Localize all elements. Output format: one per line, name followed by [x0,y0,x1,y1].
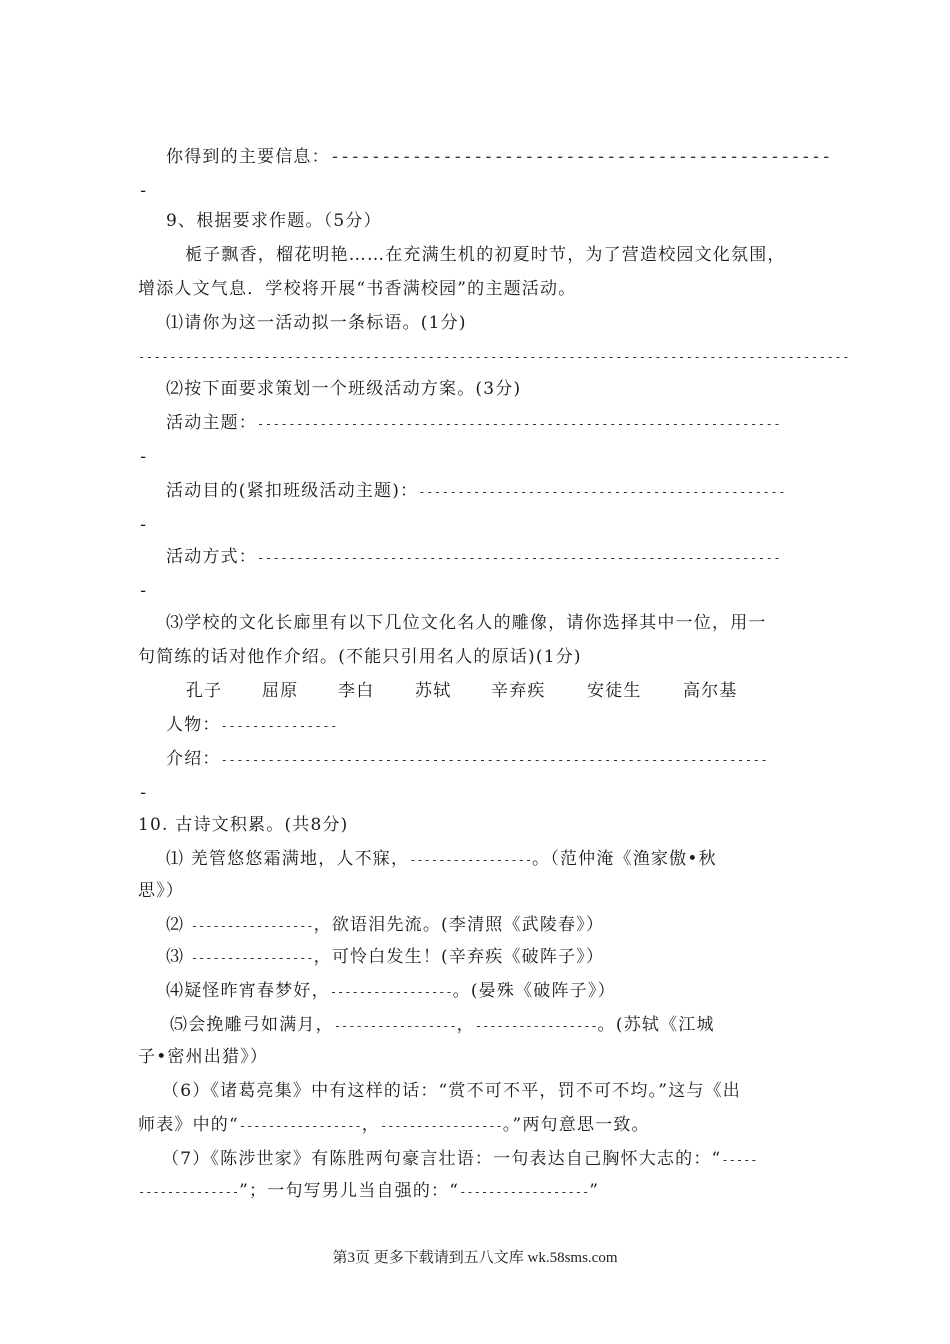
q10-item6-post: 。”两句意思一致。 [502,1115,650,1135]
introduction-blank[interactable]: ---------------------------------------------------------------------- [220,753,769,767]
main-info-label: 你得到的主要信息： [166,147,330,167]
q9-title: 9、根据要求作题。（5分） [166,211,382,231]
person-label: 人物： [166,715,221,735]
celebrity-name: 高尔基 [683,681,738,701]
main-info-blank[interactable]: ------------------------------------------------- [329,147,832,167]
celebrity-name: 孔子 [186,681,223,701]
q10-item5-text: ⑸会挽雕弓如满月， [170,1015,334,1035]
q10-item5-blank2[interactable]: ----------------- [474,1019,598,1033]
q10-item6-pre: 师表》中的“ [138,1115,239,1135]
page-footer: 第3页 更多下载请到五八文库 wk.58sms.com [332,1250,618,1266]
activity-theme-label: 活动主题： [166,413,257,433]
person-row [166,714,338,737]
q10-item5-sep: ， [456,1015,475,1035]
introduction-label: 介绍： [166,749,221,769]
q10-item3-text: ，可怜白发生！(辛弃疾《破阵子》） [313,947,605,967]
activity-purpose-blank[interactable]: ----------------------------------------------- [418,485,787,499]
q10-item2-num: ⑵ [166,915,185,935]
q10-item6-blank1[interactable]: ----------------- [238,1119,362,1133]
introduction-row [166,748,768,771]
q10-item1 [166,848,717,871]
q10-item2-text: ，欲语泪先流。(李清照《武陵春》） [313,915,605,935]
q10-item6-line1: （6）《诸葛亮集》中有这样的话：“赏不可不平，罚不可不均。”这与《出 [162,1081,741,1101]
celebrity-name: 苏轼 [415,681,452,701]
q10-item7-line2 [138,1180,599,1203]
q10-item7-text: （7）《陈涉世家》有陈胜两句豪言壮语：一句表达自己胸怀大志的：“ [162,1149,722,1169]
q10-item4 [166,980,616,1003]
q10-item4-source: 。(晏殊《破阵子》） [452,981,616,1001]
q10-item5-blank1[interactable]: ----------------- [333,1019,457,1033]
q10-item6-sep: ， [361,1115,380,1135]
activity-purpose-label: 活动目的(紧扣班级活动主题)： [166,481,419,501]
celebrity-name: 李白 [338,681,375,701]
q10-item5-source: 。(苏轼《江城 [597,1015,715,1035]
q10-item7-blank-b[interactable]: -------------- [138,1185,240,1199]
activity-theme-row [166,412,781,435]
activity-method-row [166,546,781,569]
q10-item5 [170,1014,715,1037]
q10-item6-line2 [138,1114,650,1137]
q10-item4-text: ⑷疑怪昨宵春梦好， [166,981,330,1001]
q10-title: 10. 古诗文积累。(共8分) [138,815,349,835]
main-info-row [166,146,831,168]
q9-part3-line2: 句简练的话对他作介绍。(不能只引用名人的原话)(1分) [138,647,582,667]
q10-item5-cont: 子•密州出猎》） [138,1047,269,1067]
q10-item6-blank2[interactable]: ----------------- [379,1119,503,1133]
q10-item4-blank[interactable]: ----------------- [329,985,453,999]
activity-method-label: 活动方式： [166,547,257,567]
introduction-tail: - [138,783,149,803]
celebrity-name: 安徒生 [587,681,642,701]
q10-item7-line1 [162,1148,758,1171]
q10-item3 [166,946,604,969]
q10-item7-mid: ”；一句写男儿当自强的：“ [239,1181,460,1201]
celebrity-name: 辛弃疾 [491,681,546,701]
q10-item7-blank-a[interactable]: ----- [721,1153,758,1167]
activity-purpose-tail: - [138,515,149,535]
q9-part1: ⑴请你为这一活动拟一条标语。(1分) [166,313,467,333]
q9-intro-line1: 栀子飘香，榴花明艳……在充满生机的初夏时节，为了营造校园文化氛围， [185,245,786,265]
q9-intro-line2: 增添人文气息．学校将开展“书香满校园”的主题活动。 [138,279,577,299]
activity-purpose-row [166,480,786,503]
activity-method-blank[interactable]: ------------------------------------------------------------------- [257,551,782,565]
q10-item2-blank[interactable]: ----------------- [190,919,314,933]
q10-item7-end: ” [589,1181,600,1201]
main-info-tail: - [138,181,149,201]
activity-theme-blank[interactable]: ------------------------------------------------------------------- [257,417,782,431]
q10-item1-source: 。（范仲淹《渔家傲•秋 [532,849,717,869]
q10-item1-cont: 思》） [138,881,185,901]
q10-item7-blank-c[interactable]: ------------------ [459,1185,590,1199]
celebrity-name: 屈原 [262,681,299,701]
q10-item1-blank[interactable]: ----------------- [409,853,533,867]
person-blank[interactable]: --------------- [220,719,338,733]
q10-item2 [166,914,604,937]
q10-item3-num: ⑶ [166,947,185,967]
q10-item3-blank[interactable]: ----------------- [190,951,314,965]
activity-theme-tail: - [138,447,149,467]
q10-item1-text: ⑴ 羌管悠悠霜满地，人不寐， [166,849,410,869]
activity-method-tail: - [138,581,149,601]
q9-part3-line1: ⑶学校的文化长廊里有以下几位文化名人的雕像，请你选择其中一位，用一 [166,613,767,633]
q9-part2: ⑵按下面要求策划一个班级活动方案。(3分) [166,379,522,399]
q9-slogan-blank[interactable]: ------------------------------------------------------------------------------------------- [138,350,851,364]
